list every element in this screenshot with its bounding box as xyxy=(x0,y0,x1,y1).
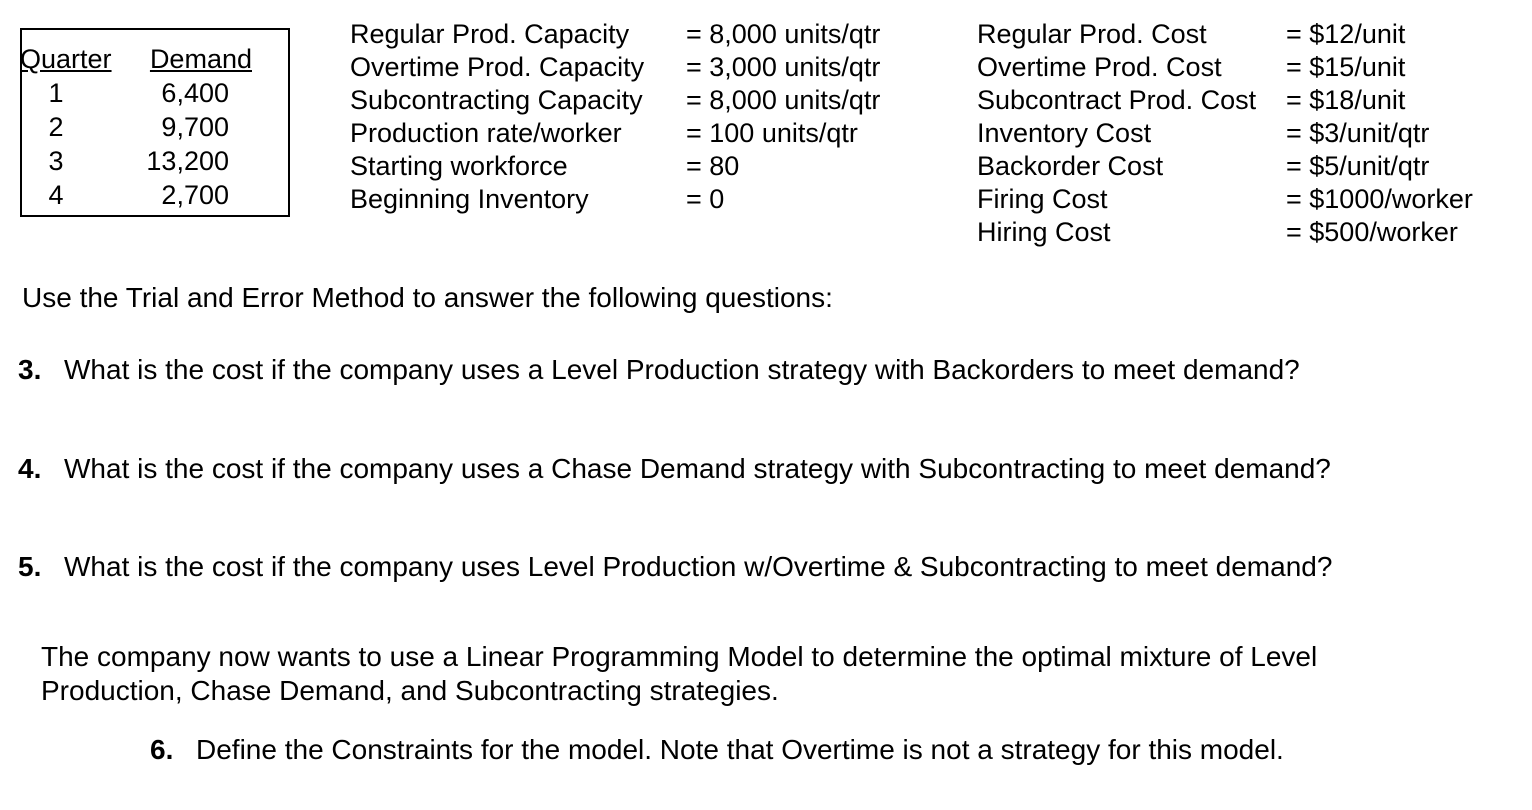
param-row xyxy=(977,216,1473,249)
quarter-header: Quarter xyxy=(20,44,112,74)
table-row xyxy=(20,144,252,178)
param-row xyxy=(350,84,880,117)
param-row xyxy=(977,150,1473,183)
param-value: = 100 units/qtr xyxy=(686,118,858,148)
param-row xyxy=(977,117,1473,150)
param-value: = $18/unit xyxy=(1286,85,1406,115)
question-5 xyxy=(18,551,1332,583)
param-value: = 3,000 units/qtr xyxy=(686,52,881,82)
quarter-cell: 4 xyxy=(48,180,64,210)
quarter-cell: 1 xyxy=(48,78,64,108)
lp-intro-line-1: The company now wants to use a Linear Programming Model to determine the optimal mixture of Level xyxy=(41,641,1318,672)
table-row xyxy=(20,110,252,144)
question-4 xyxy=(18,453,1331,485)
param-value: = 8,000 units/qtr xyxy=(686,85,881,115)
param-value: = $15/unit xyxy=(1286,52,1406,82)
param-value: = 8,000 units/qtr xyxy=(686,19,881,49)
demand-cell: 6,400 xyxy=(161,78,229,108)
question-3 xyxy=(18,354,1300,386)
param-label: Backorder Cost xyxy=(977,151,1164,181)
quarter-cell: 3 xyxy=(48,146,64,176)
param-row xyxy=(977,84,1473,117)
param-label: Regular Prod. Cost xyxy=(977,19,1207,49)
question-number: 5. xyxy=(18,551,42,582)
question-text: Define the Constraints for the model. Note that Overtime is not a strategy for this model. xyxy=(196,734,1284,765)
demand-header: Demand xyxy=(149,44,252,74)
question-6 xyxy=(150,734,1284,766)
question-number: 3. xyxy=(18,354,42,385)
production-params-list xyxy=(350,18,880,216)
param-label: Beginning Inventory xyxy=(350,184,589,214)
param-label: Subcontracting Capacity xyxy=(350,85,643,115)
param-value: = $12/unit xyxy=(1286,19,1406,49)
lp-intro-line-2: Production, Chase Demand, and Subcontracting strategies. xyxy=(41,675,779,706)
cost-params-list xyxy=(977,18,1473,249)
param-row xyxy=(350,51,880,84)
question-text: What is the cost if the company uses a Level Production strategy with Backorders to meet demand? xyxy=(64,354,1300,385)
instruction-text: Use the Trial and Error Method to answer the following questions: xyxy=(22,282,833,313)
param-value: = $1000/worker xyxy=(1286,184,1473,214)
param-row xyxy=(350,117,880,150)
param-value: = $3/unit/qtr xyxy=(1286,118,1430,148)
param-label: Regular Prod. Capacity xyxy=(350,19,630,49)
param-label: Inventory Cost xyxy=(977,118,1152,148)
param-label: Production rate/worker xyxy=(350,118,622,148)
question-number: 4. xyxy=(18,453,42,484)
param-row xyxy=(977,183,1473,216)
param-label: Overtime Prod. Cost xyxy=(977,52,1222,82)
question-number: 6. xyxy=(150,734,174,765)
param-value: = 80 xyxy=(686,151,740,181)
param-value: = $5/unit/qtr xyxy=(1286,151,1430,181)
param-row xyxy=(350,18,880,51)
demand-table xyxy=(20,42,252,212)
demand-cell: 9,700 xyxy=(161,112,229,142)
param-label: Firing Cost xyxy=(977,184,1108,214)
param-label: Starting workforce xyxy=(350,151,568,181)
param-value: = 0 xyxy=(686,184,725,214)
param-row xyxy=(350,183,880,216)
quarter-cell: 2 xyxy=(48,112,64,142)
question-text: What is the cost if the company uses a Chase Demand strategy with Subcontracting to meet demand? xyxy=(64,453,1331,484)
table-row xyxy=(20,76,252,110)
table-row xyxy=(20,178,252,212)
demand-cell: 13,200 xyxy=(146,146,229,176)
param-row xyxy=(350,150,880,183)
param-label: Subcontract Prod. Cost xyxy=(977,85,1257,115)
param-row xyxy=(977,51,1473,84)
param-label: Hiring Cost xyxy=(977,217,1111,247)
param-value: = $500/worker xyxy=(1286,217,1458,247)
question-text: What is the cost if the company uses Level Production w/Overtime & Subcontracting to meet demand? xyxy=(64,551,1333,582)
demand-cell: 2,700 xyxy=(161,180,229,210)
param-row xyxy=(977,18,1473,51)
param-label: Overtime Prod. Capacity xyxy=(350,52,645,82)
